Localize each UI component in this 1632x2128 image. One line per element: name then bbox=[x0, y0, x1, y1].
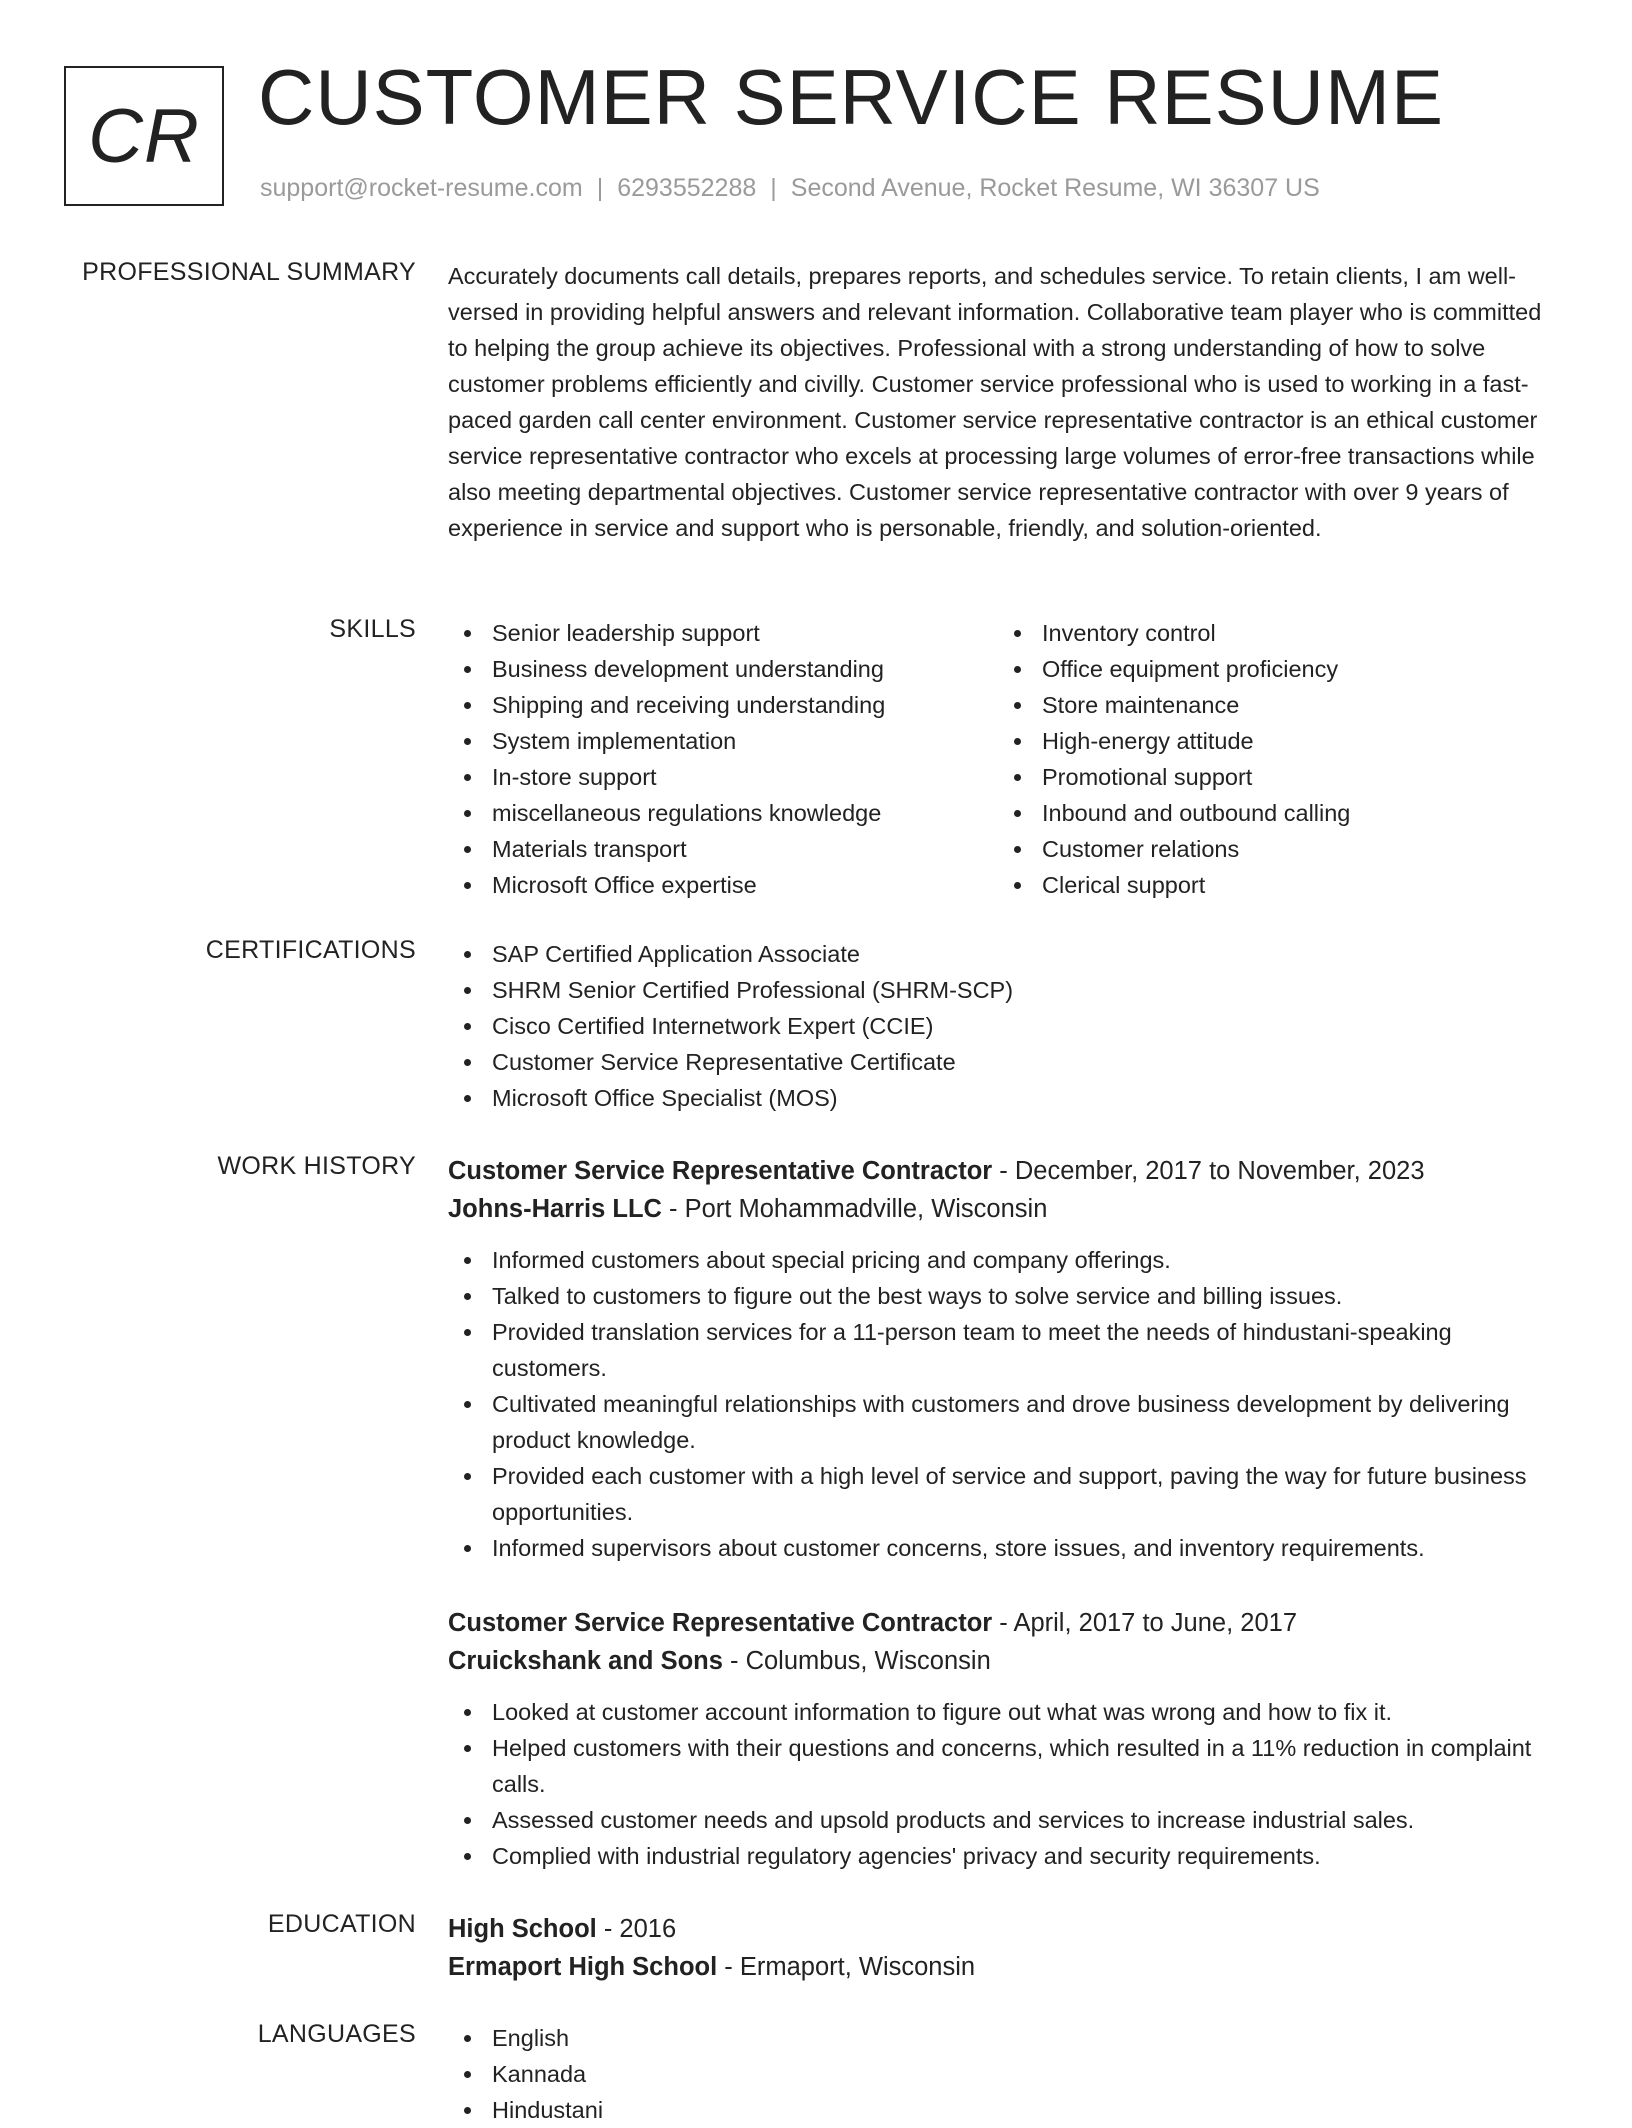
job-dates: - December, 2017 to November, 2023 bbox=[992, 1157, 1425, 1185]
section-label-certifications: CERTIFICATIONS bbox=[205, 936, 416, 964]
job-entry bbox=[448, 1152, 1558, 1566]
contact-line bbox=[260, 174, 1320, 203]
list-item: Promotional support bbox=[998, 759, 1548, 795]
job-title: Customer Service Representative Contractor bbox=[448, 1609, 993, 1637]
job-location: - Columbus, Wisconsin bbox=[722, 1647, 991, 1675]
job-entry bbox=[448, 1604, 1558, 1874]
list-item: Materials transport bbox=[448, 831, 998, 867]
list-item: Shipping and receiving understanding bbox=[448, 687, 998, 723]
contact-separator: | bbox=[596, 174, 604, 202]
education-year: - 2016 bbox=[596, 1915, 677, 1943]
list-item: Microsoft Office expertise bbox=[448, 867, 998, 903]
certifications-list bbox=[448, 936, 1558, 1116]
job-company-line bbox=[448, 1642, 1558, 1680]
list-item: Cultivated meaningful relationships with customers and drove business development by delivering product knowledge. bbox=[448, 1386, 1558, 1458]
section-label-work-history: WORK HISTORY bbox=[217, 1152, 416, 1180]
job-title-line bbox=[448, 1152, 1558, 1190]
contact-separator: | bbox=[770, 174, 777, 202]
monogram-initials: CR bbox=[88, 93, 200, 179]
skills-list-left bbox=[448, 615, 998, 903]
list-item: Informed supervisors about customer concerns, store issues, and inventory requirements. bbox=[448, 1530, 1558, 1566]
job-duties-list bbox=[448, 1694, 1558, 1874]
job-company: Johns-Harris LLC bbox=[448, 1195, 662, 1223]
list-item: Cisco Certified Internetwork Expert (CCIE) bbox=[448, 1008, 1558, 1044]
list-item: SHRM Senior Certified Professional (SHRM-SCP) bbox=[448, 972, 1558, 1008]
list-item: Complied with industrial regulatory agencies' privacy and security requirements. bbox=[448, 1838, 1558, 1874]
job-company: Cruickshank and Sons bbox=[448, 1647, 723, 1675]
list-item: Business development understanding bbox=[448, 651, 998, 687]
list-item: Kannada bbox=[448, 2056, 1558, 2092]
list-item: English bbox=[448, 2020, 1558, 2056]
education-degree-line bbox=[448, 1910, 1558, 1948]
list-item: Store maintenance bbox=[998, 687, 1548, 723]
list-item: miscellaneous regulations knowledge bbox=[448, 795, 998, 831]
section-label-education: EDUCATION bbox=[267, 1910, 416, 1938]
section-label-skills: SKILLS bbox=[329, 615, 416, 643]
list-item: Helped customers with their questions and concerns, which resulted in a 11% reduction in complaint calls. bbox=[448, 1730, 1558, 1802]
resume-title: CUSTOMER SERVICE RESUME bbox=[258, 53, 1444, 141]
list-item: In-store support bbox=[448, 759, 998, 795]
list-item: Inventory control bbox=[998, 615, 1548, 651]
list-item: SAP Certified Application Associate bbox=[448, 936, 1558, 972]
job-dates: - April, 2017 to June, 2017 bbox=[992, 1609, 1297, 1637]
list-item: Office equipment proficiency bbox=[998, 651, 1548, 687]
summary-text: Accurately documents call details, prepares reports, and schedules service. To retain clients, I am well-versed in providing helpful answers and relevant information. Collaborative team player who is committed to helping the group achieve its objectives. Professional with a strong understanding of how to solve customer problems efficiently and civilly. Customer service professional who is used to working in a fast-paced garden call center environment. Customer service representative contractor is an ethical customer service representative contractor who excels at processing large volumes of error-free transactions while also meeting departmental objectives. Customer service representative contractor with over 9 years of experience in service and support who is personable, friendly, and solution-oriented. bbox=[448, 263, 1542, 541]
education-body bbox=[448, 1910, 1558, 1986]
section-label-languages: LANGUAGES bbox=[257, 2020, 416, 2048]
job-company-line bbox=[448, 1190, 1558, 1228]
monogram-box bbox=[64, 66, 224, 206]
education-location: - Ermaport, Wisconsin bbox=[717, 1953, 976, 1981]
list-item: Senior leadership support bbox=[448, 615, 998, 651]
job-title: Customer Service Representative Contractor bbox=[448, 1157, 993, 1185]
certifications-body bbox=[448, 936, 1558, 1116]
list-item: System implementation bbox=[448, 723, 998, 759]
skills-body bbox=[448, 615, 1558, 903]
contact-address: Second Avenue, Rocket Resume, WI 36307 US bbox=[790, 174, 1320, 202]
list-item: Clerical support bbox=[998, 867, 1548, 903]
list-item: Provided translation services for a 11-person team to meet the needs of hindustani-speaking customers. bbox=[448, 1314, 1558, 1386]
work-history-body bbox=[448, 1152, 1558, 1874]
contact-phone[interactable]: 6293552288 bbox=[617, 174, 757, 202]
skills-list-right bbox=[998, 615, 1548, 903]
list-item: High-energy attitude bbox=[998, 723, 1548, 759]
list-item: Microsoft Office Specialist (MOS) bbox=[448, 1080, 1558, 1116]
list-item: Provided each customer with a high level of service and support, paving the way for future business opportunities. bbox=[448, 1458, 1558, 1530]
list-item: Customer Service Representative Certificate bbox=[448, 1044, 1558, 1080]
job-duties-list bbox=[448, 1242, 1558, 1566]
education-school: Ermaport High School bbox=[448, 1953, 718, 1981]
list-item: Looked at customer account information to figure out what was wrong and how to fix it. bbox=[448, 1694, 1558, 1730]
list-item: Hindustani bbox=[448, 2092, 1558, 2128]
education-school-line bbox=[448, 1948, 1558, 1986]
list-item: Inbound and outbound calling bbox=[998, 795, 1548, 831]
contact-email[interactable]: support@rocket-resume.com bbox=[260, 174, 583, 202]
list-item: Customer relations bbox=[998, 831, 1548, 867]
education-degree: High School bbox=[448, 1915, 597, 1943]
section-label-summary: PROFESSIONAL SUMMARY bbox=[82, 258, 416, 286]
list-item: Talked to customers to figure out the best ways to solve service and billing issues. bbox=[448, 1278, 1558, 1314]
job-title-line bbox=[448, 1604, 1558, 1642]
list-item: Assessed customer needs and upsold products and services to increase industrial sales. bbox=[448, 1802, 1558, 1838]
list-item: Informed customers about special pricing and company offerings. bbox=[448, 1242, 1558, 1278]
job-location: - Port Mohammadville, Wisconsin bbox=[661, 1195, 1048, 1223]
